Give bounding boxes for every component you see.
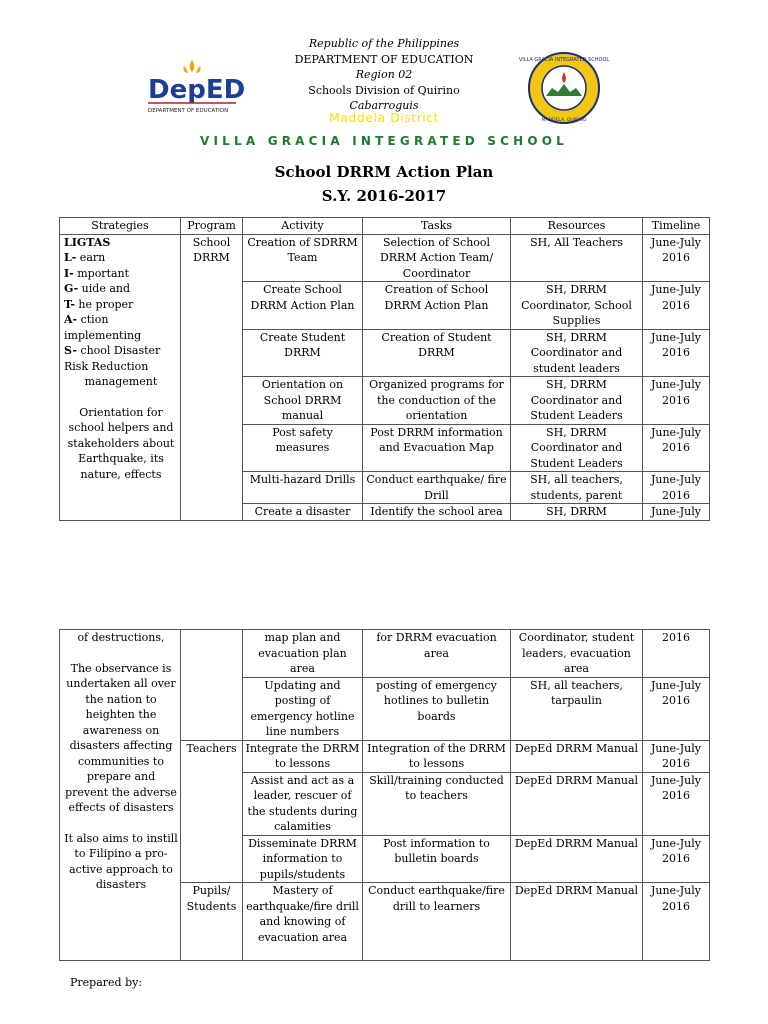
timeline-cell: June-July 2016 bbox=[643, 282, 710, 330]
acronym-line: A- ction bbox=[64, 313, 109, 326]
header-region: Region 02 bbox=[355, 68, 413, 81]
resources-cell: SH, all teachers, tarpaulin bbox=[511, 677, 643, 740]
timeline-cell: June-July 2016 bbox=[643, 772, 710, 835]
timeline-cell: June-July 2016 bbox=[643, 835, 710, 883]
header-republic: Republic of the Philippines bbox=[308, 37, 460, 50]
column-header: Program bbox=[181, 218, 243, 235]
acronym-line: T- he proper bbox=[64, 297, 134, 311]
activity-cell: Assist and act as a leader, rescuer of the students during calamities bbox=[243, 772, 363, 835]
program-cell: Teachers bbox=[181, 740, 243, 883]
strategy-text: It also aims to instill to Filipino a pro-active approach to disasters bbox=[64, 831, 178, 891]
tasks-cell: Selection of School DRRM Action Team/ Coordinator bbox=[363, 234, 511, 282]
strategy-orientation: Orientation for school helpers and stakeholders about Earthquake, its nature, effects bbox=[67, 405, 175, 481]
activity-cell: map plan and evacuation plan area bbox=[243, 630, 363, 678]
activity-cell: Create Student DRRM bbox=[243, 329, 363, 377]
resources-cell: DepEd DRRM Manual bbox=[511, 883, 643, 961]
program-cell: School DRRM bbox=[181, 234, 243, 520]
tasks-cell: Identify the school area bbox=[363, 504, 511, 521]
timeline-cell: June-July 2016 bbox=[643, 377, 710, 425]
acronym-line: I- mportant bbox=[64, 266, 130, 280]
resources-cell: SH, all teachers, students, parent bbox=[511, 472, 643, 504]
program-cell: Pupils/ Students bbox=[181, 883, 243, 961]
strategies-cell bbox=[60, 234, 181, 520]
activity-cell: Orientation on School DRRM manual bbox=[243, 377, 363, 425]
tasks-cell: Integration of the DRRM to lessons bbox=[363, 740, 511, 772]
deped-logo-subtext: DEPARTMENT OF EDUCATION bbox=[148, 108, 229, 114]
resources-cell: SH, DRRM Coordinator and Student Leaders bbox=[511, 377, 643, 425]
activity-cell: Post safety measures bbox=[243, 424, 363, 472]
strategy-acronym: LIGTAS bbox=[64, 235, 111, 249]
strategy-text: management bbox=[84, 375, 158, 388]
resources-cell: DepEd DRRM Manual bbox=[511, 740, 643, 772]
tasks-cell: posting of emergency hotlines to bulletin boards bbox=[363, 677, 511, 740]
tasks-cell: Post DRRM information and Evacuation Map bbox=[363, 424, 511, 472]
action-plan-table bbox=[59, 217, 710, 521]
column-header: Strategies bbox=[60, 218, 181, 235]
strategy-text: implementing bbox=[64, 328, 142, 342]
strategy-text: The observance is undertaken all over the nation to heighten the awareness on disasters affecting communities to prepare and prevent the adverse effects of disasters bbox=[65, 661, 177, 814]
tasks-cell: Conduct earthquake/fire drill to learners bbox=[363, 883, 511, 961]
timeline-cell: June-July 2016 bbox=[643, 424, 710, 472]
resources-cell: DepEd DRRM Manual bbox=[511, 772, 643, 835]
header-division: Schools Division of Quirino bbox=[308, 83, 460, 97]
timeline-cell: 2016 bbox=[643, 630, 710, 678]
program-cell bbox=[181, 630, 243, 741]
activity-cell: Mastery of earthquake/fire drill and knowing of evacuation area bbox=[243, 883, 363, 961]
timeline-cell: June-July 2016 bbox=[643, 740, 710, 772]
strategies-cell bbox=[60, 630, 181, 961]
column-header: Tasks bbox=[363, 218, 511, 235]
resources-cell: SH, DRRM Coordinator and student leaders bbox=[511, 329, 643, 377]
tasks-cell: Skill/training conducted to teachers bbox=[363, 772, 511, 835]
seal-text: VILLA GRACIA INTEGRATED SCHOOL bbox=[518, 57, 610, 63]
resources-cell: SH, DRRM Coordinator, School Supplies bbox=[511, 282, 643, 330]
district-name: Maddela District bbox=[328, 110, 439, 125]
resources-cell: SH, All Teachers bbox=[511, 234, 643, 282]
table-row bbox=[60, 630, 710, 678]
acronym-line: G- uide and bbox=[64, 282, 131, 295]
tasks-cell: for DRRM evacuation area bbox=[363, 630, 511, 678]
column-header: Activity bbox=[243, 218, 363, 235]
deped-logo-text: DepED bbox=[148, 75, 246, 105]
strategy-text: Risk Reduction bbox=[64, 359, 149, 373]
tasks-cell: Creation of School DRRM Action Plan bbox=[363, 282, 511, 330]
table-row bbox=[60, 234, 710, 282]
tasks-cell: Creation of Student DRRM bbox=[363, 329, 511, 377]
timeline-cell: June-July 2016 bbox=[643, 329, 710, 377]
resources-cell: SH, DRRM Coordinator and Student Leaders bbox=[511, 424, 643, 472]
header-department: DEPARTMENT OF EDUCATION bbox=[294, 52, 474, 66]
tasks-cell: Conduct earthquake/ fire Drill bbox=[363, 472, 511, 504]
timeline-cell: June-July bbox=[643, 504, 710, 521]
tasks-cell: Post information to bulletin boards bbox=[363, 835, 511, 883]
timeline-cell: June-July 2016 bbox=[643, 472, 710, 504]
activity-cell: Integrate the DRRM to lessons bbox=[243, 740, 363, 772]
timeline-cell: June-July 2016 bbox=[643, 234, 710, 282]
activity-cell: Disseminate DRRM information to pupils/students bbox=[243, 835, 363, 883]
activity-cell: Multi-hazard Drills bbox=[243, 472, 363, 504]
document-title: School DRRM Action Plan bbox=[274, 163, 494, 181]
resources-cell: SH, DRRM bbox=[511, 504, 643, 521]
activity-cell: Updating and posting of emergency hotline line numbers bbox=[243, 677, 363, 740]
seal-bottom-text: MADDELA, QUIRINO bbox=[541, 118, 587, 123]
timeline-cell: June-July 2016 bbox=[643, 677, 710, 740]
acronym-line: S- chool Disaster bbox=[64, 344, 161, 357]
resources-cell: DepEd DRRM Manual bbox=[511, 835, 643, 883]
school-name: VILLA GRACIA INTEGRATED SCHOOL bbox=[199, 134, 569, 148]
resources-cell: Coordinator, student leaders, evacuation area bbox=[511, 630, 643, 678]
action-plan-table-continued bbox=[59, 629, 710, 961]
acronym-line: L- earn bbox=[64, 251, 106, 264]
strategy-text: of destructions, bbox=[77, 631, 165, 644]
tasks-cell: Organized programs for the conduction of the orientation bbox=[363, 377, 511, 425]
activity-cell: Create School DRRM Action Plan bbox=[243, 282, 363, 330]
column-header: Resources bbox=[511, 218, 643, 235]
school-year: S.Y. 2016-2017 bbox=[321, 187, 447, 205]
column-header: Timeline bbox=[643, 218, 710, 235]
table-header-row bbox=[60, 218, 710, 235]
header-municipality: Cabarroguis bbox=[349, 99, 419, 112]
timeline-cell: June-July 2016 bbox=[643, 883, 710, 961]
prepared-by-label: Prepared by: bbox=[70, 976, 143, 989]
activity-cell: Creation of SDRRM Team bbox=[243, 234, 363, 282]
document-header bbox=[0, 36, 768, 112]
activity-cell: Create a disaster bbox=[243, 504, 363, 521]
